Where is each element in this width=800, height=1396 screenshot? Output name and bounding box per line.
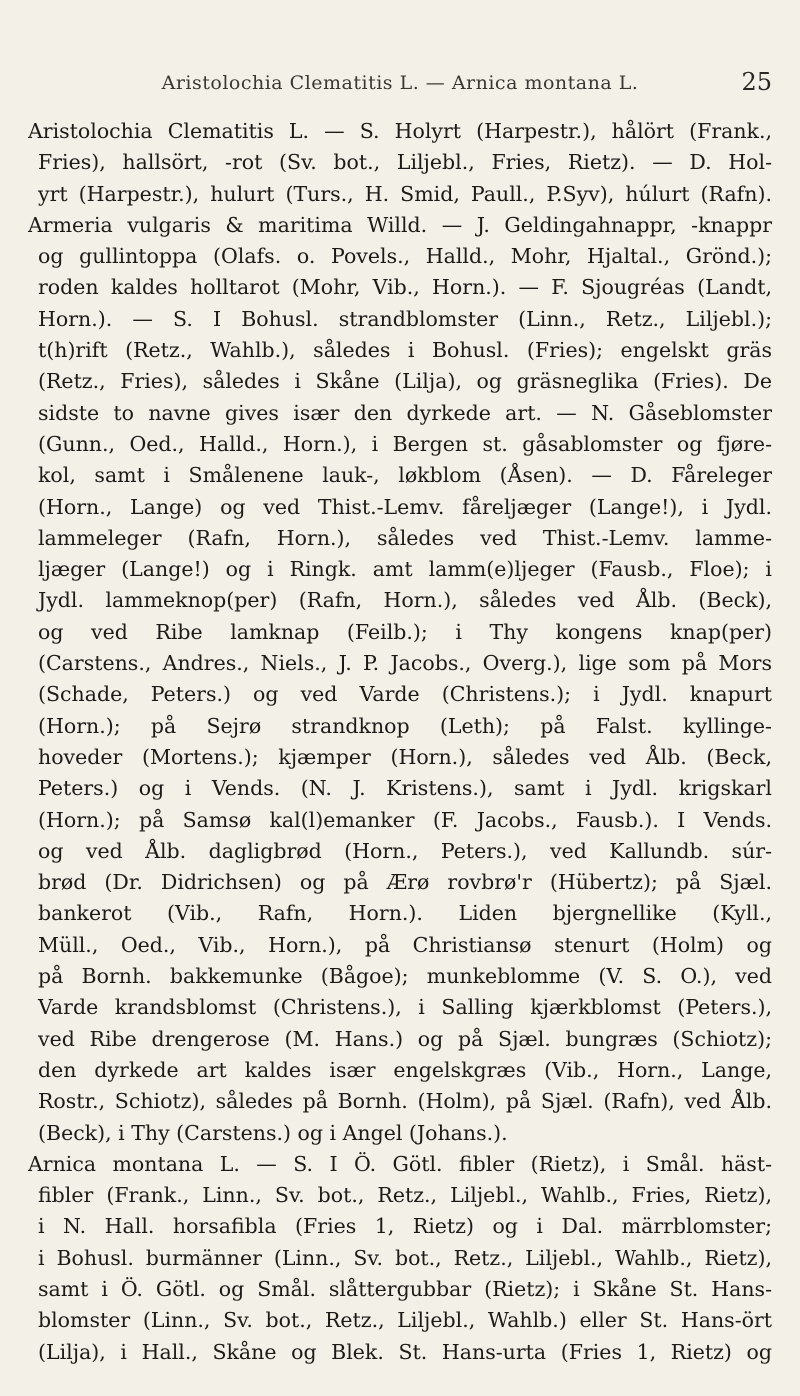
text-line: lammeleger (Rafn, Horn.), således ved Thist.-Lemv. lamme-	[38, 525, 772, 550]
text-line: (Horn., Lange) og ved Thist.-Lemv. fåreljæger (Lange!), i Jydl.	[38, 494, 772, 519]
running-title: Aristolochia Clematitis L. — Arnica montana L.	[161, 72, 639, 94]
text-line: hoveder (Mortens.); kjæmper (Horn.), således ved Ålb. (Beck,	[38, 744, 772, 769]
text-line: sidste to navne gives især den dyrkede art. — N. Gåseblomster	[38, 400, 772, 425]
text-line: Varde krandsblomst (Christens.), i Salling kjærkblomst (Peters.),	[38, 995, 772, 1020]
text-line: (Retz., Fries), således i Skåne (Lilja), og gräsneglika (Fries). De	[38, 369, 772, 394]
text-line: kol, samt i Smålenene lauk-, løkblom (Åsen). — D. Fåreleger	[38, 463, 772, 488]
text-line: (Schade, Peters.) og ved Varde (Christens.); i Jydl. knapurt	[38, 682, 772, 707]
text-line: t(h)rift (Retz., Wahlb.), således i Bohusl. (Fries); engelskt gräs	[38, 338, 772, 363]
text-line: Peters.) og i Vends. (N. J. Kristens.), samt i Jydl. krigskarl	[38, 776, 772, 801]
text-line: og gullintoppa (Olafs. o. Povels., Halld., Mohr, Hjaltal., Grönd.);	[38, 244, 772, 269]
text-line: Rostr., Schiotz), således på Bornh. (Holm), på Sjæl. (Rafn), ved Ålb.	[38, 1089, 772, 1114]
text-line: blomster (Linn., Sv. bot., Retz., Liljebl., Wahlb.) eller St. Hans-ört	[38, 1308, 772, 1333]
text-line: i Bohusl. burmänner (Linn., Sv. bot., Retz., Liljebl., Wahlb., Rietz),	[38, 1245, 772, 1270]
text-line: (Gunn., Oed., Halld., Horn.), i Bergen st. gåsablomster og fjøre-	[38, 431, 772, 456]
text-line: (Lilja), i Hall., Skåne og Blek. St. Hans-urta (Fries 1, Rietz) og	[38, 1339, 772, 1364]
text-line: ved Ribe drengerose (M. Hans.) og på Sjæl. bungræs (Schiotz);	[38, 1026, 772, 1051]
text-line: den dyrkede art kaldes især engelskgræs (Vib., Horn., Lange,	[38, 1057, 772, 1082]
text-line: fibler (Frank., Linn., Sv. bot., Retz., Liljebl., Wahlb., Fries, Rietz),	[38, 1183, 772, 1208]
text-line: (Beck), i Thy (Carstens.) og i Angel (Johans.).	[38, 1120, 508, 1145]
text-line: Horn.). — S. I Bohusl. strandblomster (Linn., Retz., Liljebl.);	[38, 306, 772, 331]
text-line: i N. Hall. horsafibla (Fries 1, Rietz) og i Dal. märrblomster;	[38, 1214, 772, 1239]
text-line: samt i Ö. Götl. og Smål. slåttergubbar (Rietz); i Skåne St. Hans-	[38, 1276, 772, 1301]
text-line: (Horn.); på Sejrø strandknop (Leth); på Falst. kyllinge-	[38, 713, 772, 738]
text-line: Aristolochia Clematitis L. — S. Holyrt (Harpestr.), hålört (Frank.,	[28, 119, 772, 143]
text-line: roden kaldes holltarot (Mohr, Vib., Horn.). — F. Sjougréas (Landt,	[38, 275, 772, 300]
page-number: 25	[741, 68, 772, 96]
text-line: Armeria vulgaris & maritima Willd. — J. Geldingahnappr, -knappr	[28, 212, 772, 237]
running-head	[0, 68, 800, 102]
text-line: bankerot (Vib., Rafn, Horn.). Liden bjergnellike (Kyll.,	[38, 901, 772, 926]
text-line: yrt (Harpestr.), hulurt (Turs., H. Smid, Paull., P.Syv), húlurt (Rafn).	[38, 181, 772, 206]
text-line: ljæger (Lange!) og i Ringk. amt lamm(e)ljeger (Fausb., Floe); i	[38, 557, 772, 582]
text-line: Jydl. lammeknop(per) (Rafn, Horn.), således ved Ålb. (Beck),	[38, 588, 772, 613]
text-line: og ved Ribe lamknap (Feilb.); i Thy kongens knap(per)	[38, 619, 772, 644]
text-line: (Carstens., Andres., Niels., J. P. Jacobs., Overg.), lige som på Mors	[38, 651, 772, 676]
text-line: på Bornh. bakkemunke (Bågoe); munkeblomme (V. S. O.), ved	[38, 964, 772, 989]
body-text	[28, 116, 772, 1368]
text-line: brød (Dr. Didrichsen) og på Ærø rovbrø'r (Hübertz); på Sjæl.	[38, 870, 772, 895]
text-line: (Horn.); på Samsø kal(l)emanker (F. Jacobs., Fausb.). I Vends.	[38, 807, 772, 832]
text-line: og ved Ålb. dagligbrød (Horn., Peters.), ved Kallundb. súr-	[38, 838, 772, 863]
text-line: Arnica montana L. — S. I Ö. Götl. fibler (Rietz), i Smål. häst-	[28, 1151, 772, 1176]
text-line: Müll., Oed., Vib., Horn.), på Christiansø stenurt (Holm) og	[38, 932, 772, 957]
text-line: Fries), hallsört, -rot (Sv. bot., Liljebl., Fries, Rietz). — D. Hol-	[38, 150, 772, 175]
